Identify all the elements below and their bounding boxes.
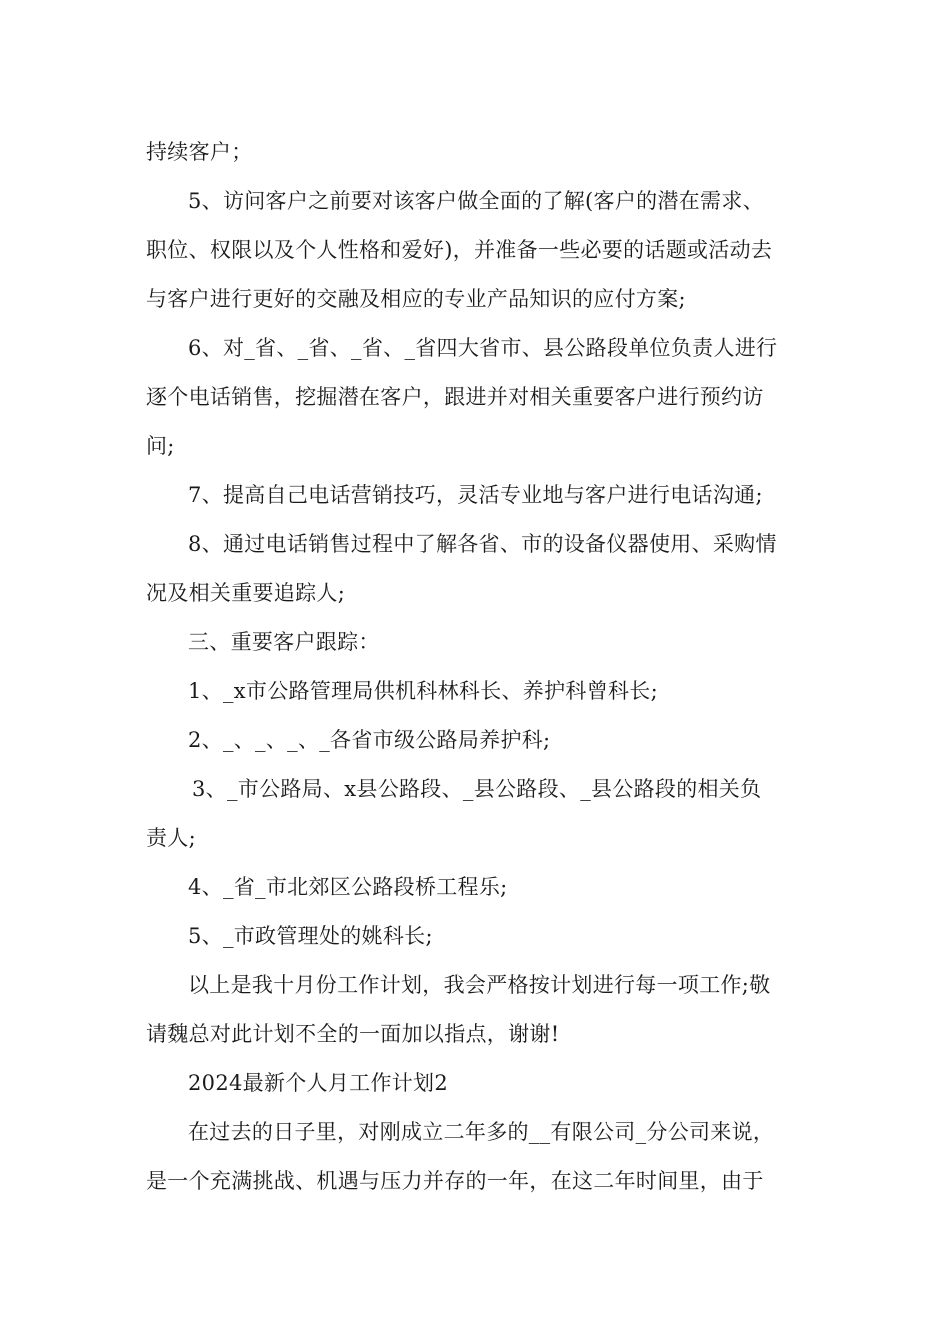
text-line: 请魏总对此计划不全的一面加以指点，谢谢!	[146, 1022, 560, 1046]
closing-paragraph: 以上是我十月份工作计划，我会严格按计划进行每一项工作;敬	[188, 973, 771, 997]
text-line: 持续客户；	[146, 140, 253, 164]
text-line: 责人;	[146, 826, 196, 850]
list-item-1: 1、_x市公路管理局供机科林科长、养护科曾科长;	[188, 679, 658, 703]
intro-paragraph: 在过去的日子里，对刚成立二年多的__有限公司_分公司来说，	[188, 1120, 775, 1144]
text-line: 况及相关重要追踪人;	[146, 581, 346, 605]
text-line: 逐个电话销售，挖掘潜在客户，跟进并对相关重要客户进行预约访	[146, 385, 764, 409]
document-body	[146, 128, 806, 1206]
section-heading: 三、重要客户跟踪：	[188, 630, 380, 654]
text-line: 是一个充满挑战、机遇与压力并存的一年，在这二年时间里，由于	[146, 1169, 764, 1193]
text-line: 问;	[146, 434, 175, 458]
text-line: 与客户进行更好的交融及相应的专业产品知识的应付方案;	[146, 287, 686, 311]
list-item-5: 5、访问客户之前要对该客户做全面的了解(客户的潜在需求、	[188, 189, 764, 213]
list-item-5b: 5、_市政管理处的姚科长;	[188, 924, 433, 948]
list-item-7: 7、提高自己电话营销技巧，灵活专业地与客户进行电话沟通;	[188, 483, 763, 507]
document-subtitle: 2024最新个人月工作计划2	[188, 1071, 449, 1095]
list-item-3: 3、_市公路局、x县公路段、_县公路段、_县公路段的相关负	[192, 777, 762, 801]
list-item-2: 2、_、_、_、_各省市级公路局养护科;	[188, 728, 551, 752]
text-line: 职位、权限以及个人性格和爱好)，并准备一些必要的话题或活动去	[146, 238, 773, 262]
list-item-8: 8、通过电话销售过程中了解各省、市的设备仪器使用、采购情	[188, 532, 777, 556]
list-item-6: 6、对_省、_省、_省、_省四大省市、县公路段单位负责人进行	[188, 336, 778, 360]
list-item-4: 4、_省_市北郊区公路段桥工程乐;	[188, 875, 508, 899]
